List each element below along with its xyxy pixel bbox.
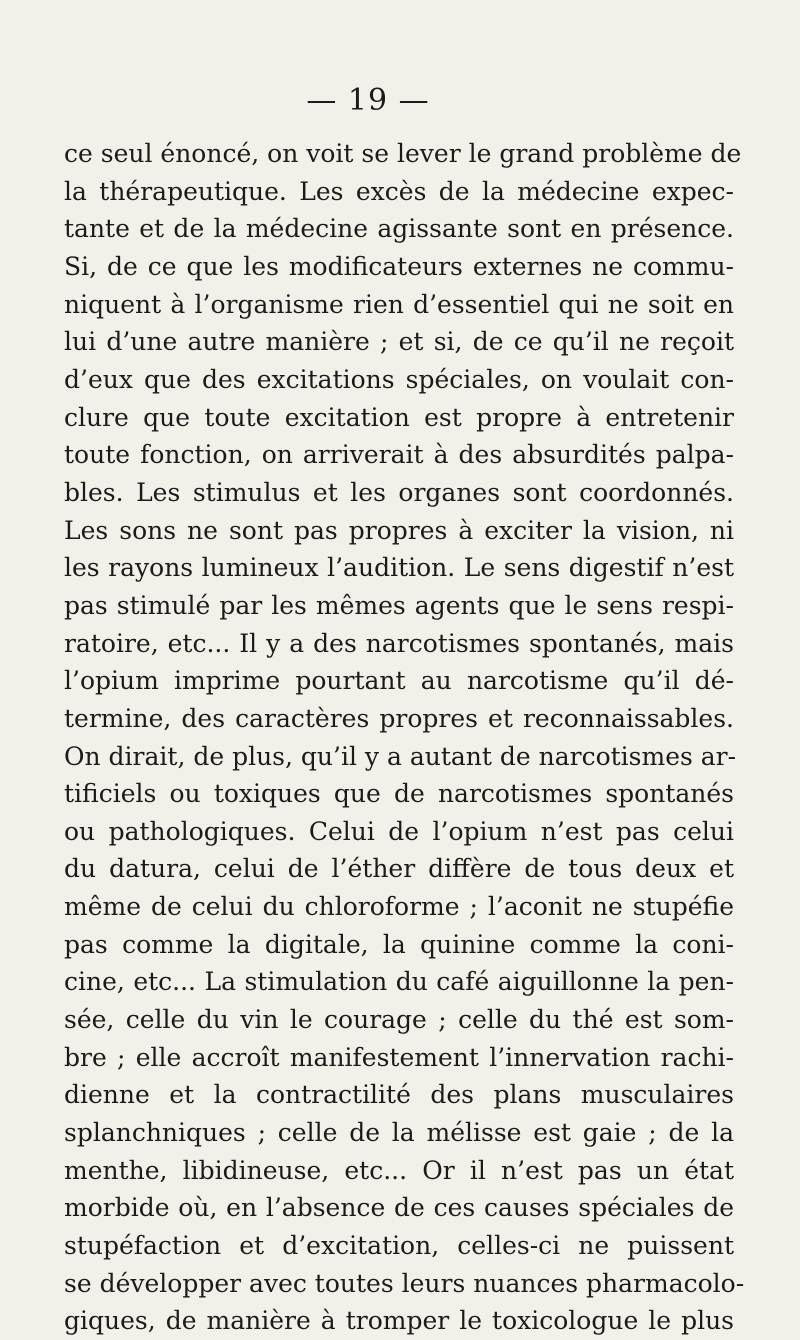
text-line: menthe, libidineuse, etc... Or il n’est pas un état: [64, 1155, 734, 1185]
text-line: termine, des caractères propres et reconnaissables.: [64, 703, 734, 733]
text-line: clure que toute excitation est propre à entretenir: [64, 402, 734, 432]
text-line: niquent à l’organisme rien d’essentiel qui ne soit en: [64, 289, 734, 319]
text-line: sée, celle du vin le courage ; celle du thé est som-: [64, 1005, 734, 1035]
text-line: pas stimulé par les mêmes agents que le sens respi-: [64, 590, 734, 620]
page-number: — 19 —: [306, 83, 430, 118]
text-line: bre ; elle accroît manifestement l’innervation rachi-: [64, 1042, 734, 1072]
text-line: ou pathologiques. Celui de l’opium n’est pas celui: [64, 816, 734, 846]
text-line: se développer avec toutes leurs nuances pharmacolo-: [64, 1268, 745, 1298]
text-line: Si, de ce que les modificateurs externes ne commu-: [64, 251, 734, 281]
text-line: bles. Les stimulus et les organes sont coordonnés.: [64, 477, 734, 507]
text-line: splanchniques ; celle de la mélisse est gaie ; de la: [64, 1118, 734, 1148]
body-text: [64, 135, 745, 1340]
text-line: tificiels ou toxiques que de narcotismes spontanés: [64, 779, 734, 809]
text-line: giques, de manière à tromper le toxicologue le plus: [64, 1306, 734, 1336]
text-line: l’opium imprime pourtant au narcotisme qu’il dé-: [64, 666, 734, 696]
text-line: la thérapeutique. Les excès de la médecine expec-: [64, 176, 734, 206]
text-line: ratoire, etc... Il y a des narcotismes spontanés, mais: [64, 628, 734, 658]
text-line: du datura, celui de l’éther diffère de tous deux et: [64, 854, 734, 884]
text-line: toute fonction, on arriverait à des absurdités palpa-: [64, 440, 734, 470]
text-line: On dirait, de plus, qu’il y a autant de narcotismes ar-: [64, 741, 737, 771]
text-line: pas comme la digitale, la quinine comme la coni-: [64, 929, 734, 959]
text-line: d’eux que des excitations spéciales, on voulait con-: [64, 364, 734, 394]
text-line: dienne et la contractilité des plans musculaires: [64, 1080, 734, 1110]
text-line: lui d’une autre manière ; et si, de ce qu’il ne reçoit: [64, 327, 734, 357]
text-line: stupéfaction et d’excitation, celles-ci ne puissent: [64, 1231, 734, 1261]
text-line: tante et de la médecine agissante sont en présence.: [64, 214, 734, 244]
text-line: Les sons ne sont pas propres à exciter la vision, ni: [64, 515, 734, 545]
text-line: cine, etc... La stimulation du café aiguillonne la pen-: [64, 967, 734, 997]
text-line: les rayons lumineux l’audition. Le sens digestif n’est: [64, 553, 734, 583]
text-line: même de celui du chloroforme ; l’aconit ne stupéfie: [64, 892, 734, 922]
text-line: morbide où, en l’absence de ces causes spéciales de: [64, 1193, 734, 1223]
text-line: ce seul énoncé, on voit se lever le grand problème de: [64, 139, 742, 168]
